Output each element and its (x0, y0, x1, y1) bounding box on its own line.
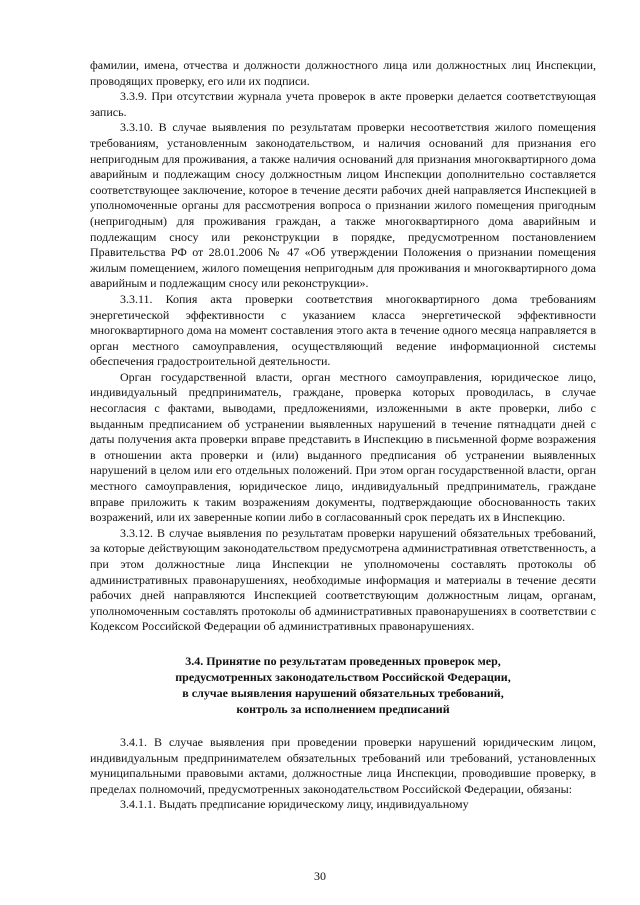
section-heading-3-4 (90, 653, 596, 717)
page-body (90, 58, 596, 813)
paragraph-3-3-10: 3.3.10. В случае выявления по результатам проверки несоответствия жилого помещения требованиям, установленным законодательством, и наличия оснований для признания его непригодным для проживания, а также наличия оснований для признания многоквартирного дома аварийным и подлежащим сносу должностным лицом Инспекции дополнительно составляется соответствующее заключение, которое в течение десяти рабочих дней направляется Инспекцией в уполномоченные органы для рассмотрения вопроса о признании жилого помещения пригодным (непригодным) для проживания граждан, а также многоквартирного дома аварийным и подлежащим сносу или реконструкции в порядке, предусмотренном постановлением Правительства РФ от 28.01.2006 № 47 «Об утверждении Положения о признании помещения жилым помещением, жилого помещения непригодным для проживания и многоквартирного дома аварийным и подлежащим сносу или реконструкции». (90, 120, 596, 291)
paragraph-3-4-1-1: 3.4.1.1. Выдать предписание юридическому лицу, индивидуальному (120, 797, 469, 812)
paragraph-continuation: фамилии, имена, отчества и должности должностного лица или должностных лиц Инспекции, проводящих проверку, его или их подписи. (90, 58, 596, 88)
paragraph-3-4-1: 3.4.1. В случае выявления при проведении проверки нарушений юридическим лицом, индивидуальным предпринимателем обязательных требований или требований, установленных муниципальными правовыми актами, должностные лица Инспекции, проводившие проверку, в пределах полномочий, предусмотренных законодательством Российской Федерации, обязаны: (90, 734, 596, 796)
paragraph-3-3-11: 3.3.11. Копия акта проверки соответствия многоквартирного дома требованиям энергетической эффективности с указанием класса энергетической эффективности многоквартирного дома на момент составления этого акта в течение одного месяца направляется в орган местного самоуправления, осуществляющий ведение информационной системы обеспечения градостроительной деятельности. (90, 291, 596, 369)
paragraph-3-3-9: 3.3.9. При отсутствии журнала учета проверок в акте проверки делается соответствующая запись. (90, 89, 596, 119)
heading-line: контроль за исполнением предписаний (236, 701, 450, 716)
heading-line: в случае выявления нарушений обязательных требований, (182, 685, 504, 700)
heading-line: 3.4. Принятие по результатам проведенных проверок мер, (185, 653, 501, 668)
heading-line: предусмотренных законодательством Российской Федерации, (175, 669, 511, 684)
paragraph-3-3-12: 3.3.12. В случае выявления по результатам проверки нарушений обязательных требований, за которые действующим законодательством предусмотрена административная ответственность, а при этом должностные лица Инспекции не уполномочены составлять протоколы об административных правонарушениях, необходимые информация и материалы в течение десяти рабочих дней направляются Инспекцией соответствующим должностным лицам, органам, уполномоченным составлять протоколы об административных правонарушениях в соответствии с Кодексом Российской Федерации об административных правонарушениях. (90, 525, 596, 634)
paragraph-objections: Орган государственной власти, орган местного самоуправления, юридическое лицо, индивидуальный предприниматель, граждане, проверка которых проводилась, в случае несогласия с фактами, выводами, предложениями, изложенными в акте проверки, либо с выданным предписанием об устранении выявленных нарушений в течение пятнадцати дней с даты получения акта проверки вправе представить в Инспекцию в письменной форме возражения в отношении акта проверки и (или) выданного предписания об устранении выявленных нарушений в целом или его отдельных положений. При этом орган государственной власти, орган местного самоуправления, юридическое лицо, индивидуальный предприниматель, граждане вправе приложить к таким возражениям документы, подтверждающие обоснованность таких возражений, или их заверенные копии либо в согласованный срок передать их в Инспекцию. (90, 369, 596, 525)
page-number: 30 (314, 869, 326, 883)
